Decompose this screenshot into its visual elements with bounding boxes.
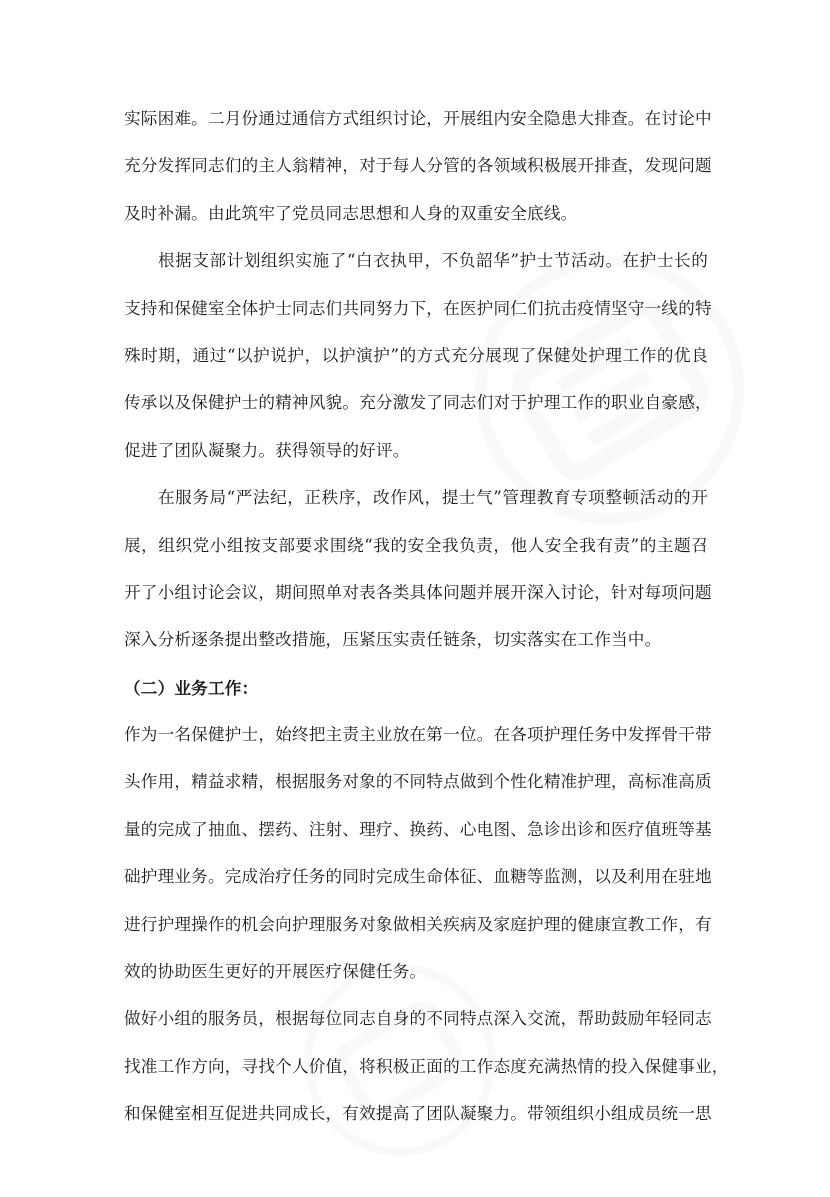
- text-line: 实际困难。二月份通过通信方式组织讨论，开展组内安全隐患大排查。在讨论中: [124, 109, 712, 128]
- text-line: 充分发挥同志们的主人翁精神，对于每人分管的各领域积极展开排查，发现问题: [124, 156, 712, 176]
- text-line: 及时补漏。由此筑牢了党员同志思想和人身的双重安全底线。: [124, 203, 578, 223]
- text-line: 做好小组的服务员，根据每位同志自身的不同特点深入交流，帮助鼓励年轻同志: [124, 1009, 712, 1029]
- text-line: 作为一名保健护士，始终把主责主业放在第一位。在各项护理任务中发挥骨干带: [124, 725, 712, 745]
- text-line: 支持和保健室全体护士同志们共同努力下，在医护同仁们抗击疫情坚守一线的特: [124, 298, 712, 318]
- text-line: 找准工作方向，寻找个人价值，将积极正面的工作态度充满热情的投入保健事业，: [124, 1056, 729, 1076]
- text-line: 传承以及保健护士的精神风貌。充分激发了同志们对于护理工作的职业自豪感，: [124, 393, 712, 413]
- text-line: 和保健室相互促进共同成长，有效提高了团队凝聚力。带领组织小组成员统一思: [124, 1104, 712, 1124]
- text-line: 根据支部计划组织实施了“白衣执甲，不负韶华”护士节活动。在护士长的: [158, 251, 708, 271]
- text-line: 开了小组讨论会议，期间照单对表各类具体问题并展开深入讨论，针对每项问题: [124, 582, 712, 602]
- text-line: 展，组织党小组按支部要求围绕“我的安全我负责，他人安全我有责”的主题召: [124, 535, 708, 555]
- text-line: 头作用，精益求精，根据服务对象的不同特点做到个性化精准护理，高标准高质: [124, 772, 712, 792]
- text-line: 深入分析逐条提出整改措施，压紧压实责任链条，切实落实在工作当中。: [124, 630, 662, 650]
- text-line: 础护理业务。完成治疗任务的同时完成生命体征、血糖等监测，以及利用在驻地: [124, 867, 712, 887]
- text-line: 量的完成了抽血、摆药、注射、理疗、换药、心电图、急诊出诊和医疗值班等基: [124, 819, 712, 839]
- text-line: 在服务局“严法纪，正秩序，改作风，提士气”管理教育专项整顿活动的开: [158, 488, 708, 508]
- text-line: 促进了团队凝聚力。获得领导的好评。: [124, 440, 410, 460]
- text-line: 效的协助医生更好的开展医疗保健任务。: [124, 962, 427, 982]
- section-heading: （二）业务工作：: [124, 677, 259, 698]
- document-body: [124, 109, 729, 1153]
- text-line: 殊时期，通过“以护说护，以护演护”的方式充分展现了保健处护理工作的优良: [124, 345, 708, 365]
- text-line: 进行护理操作的机会向护理服务对象做相关疾病及家庭护理的健康宣教工作，有: [124, 914, 712, 934]
